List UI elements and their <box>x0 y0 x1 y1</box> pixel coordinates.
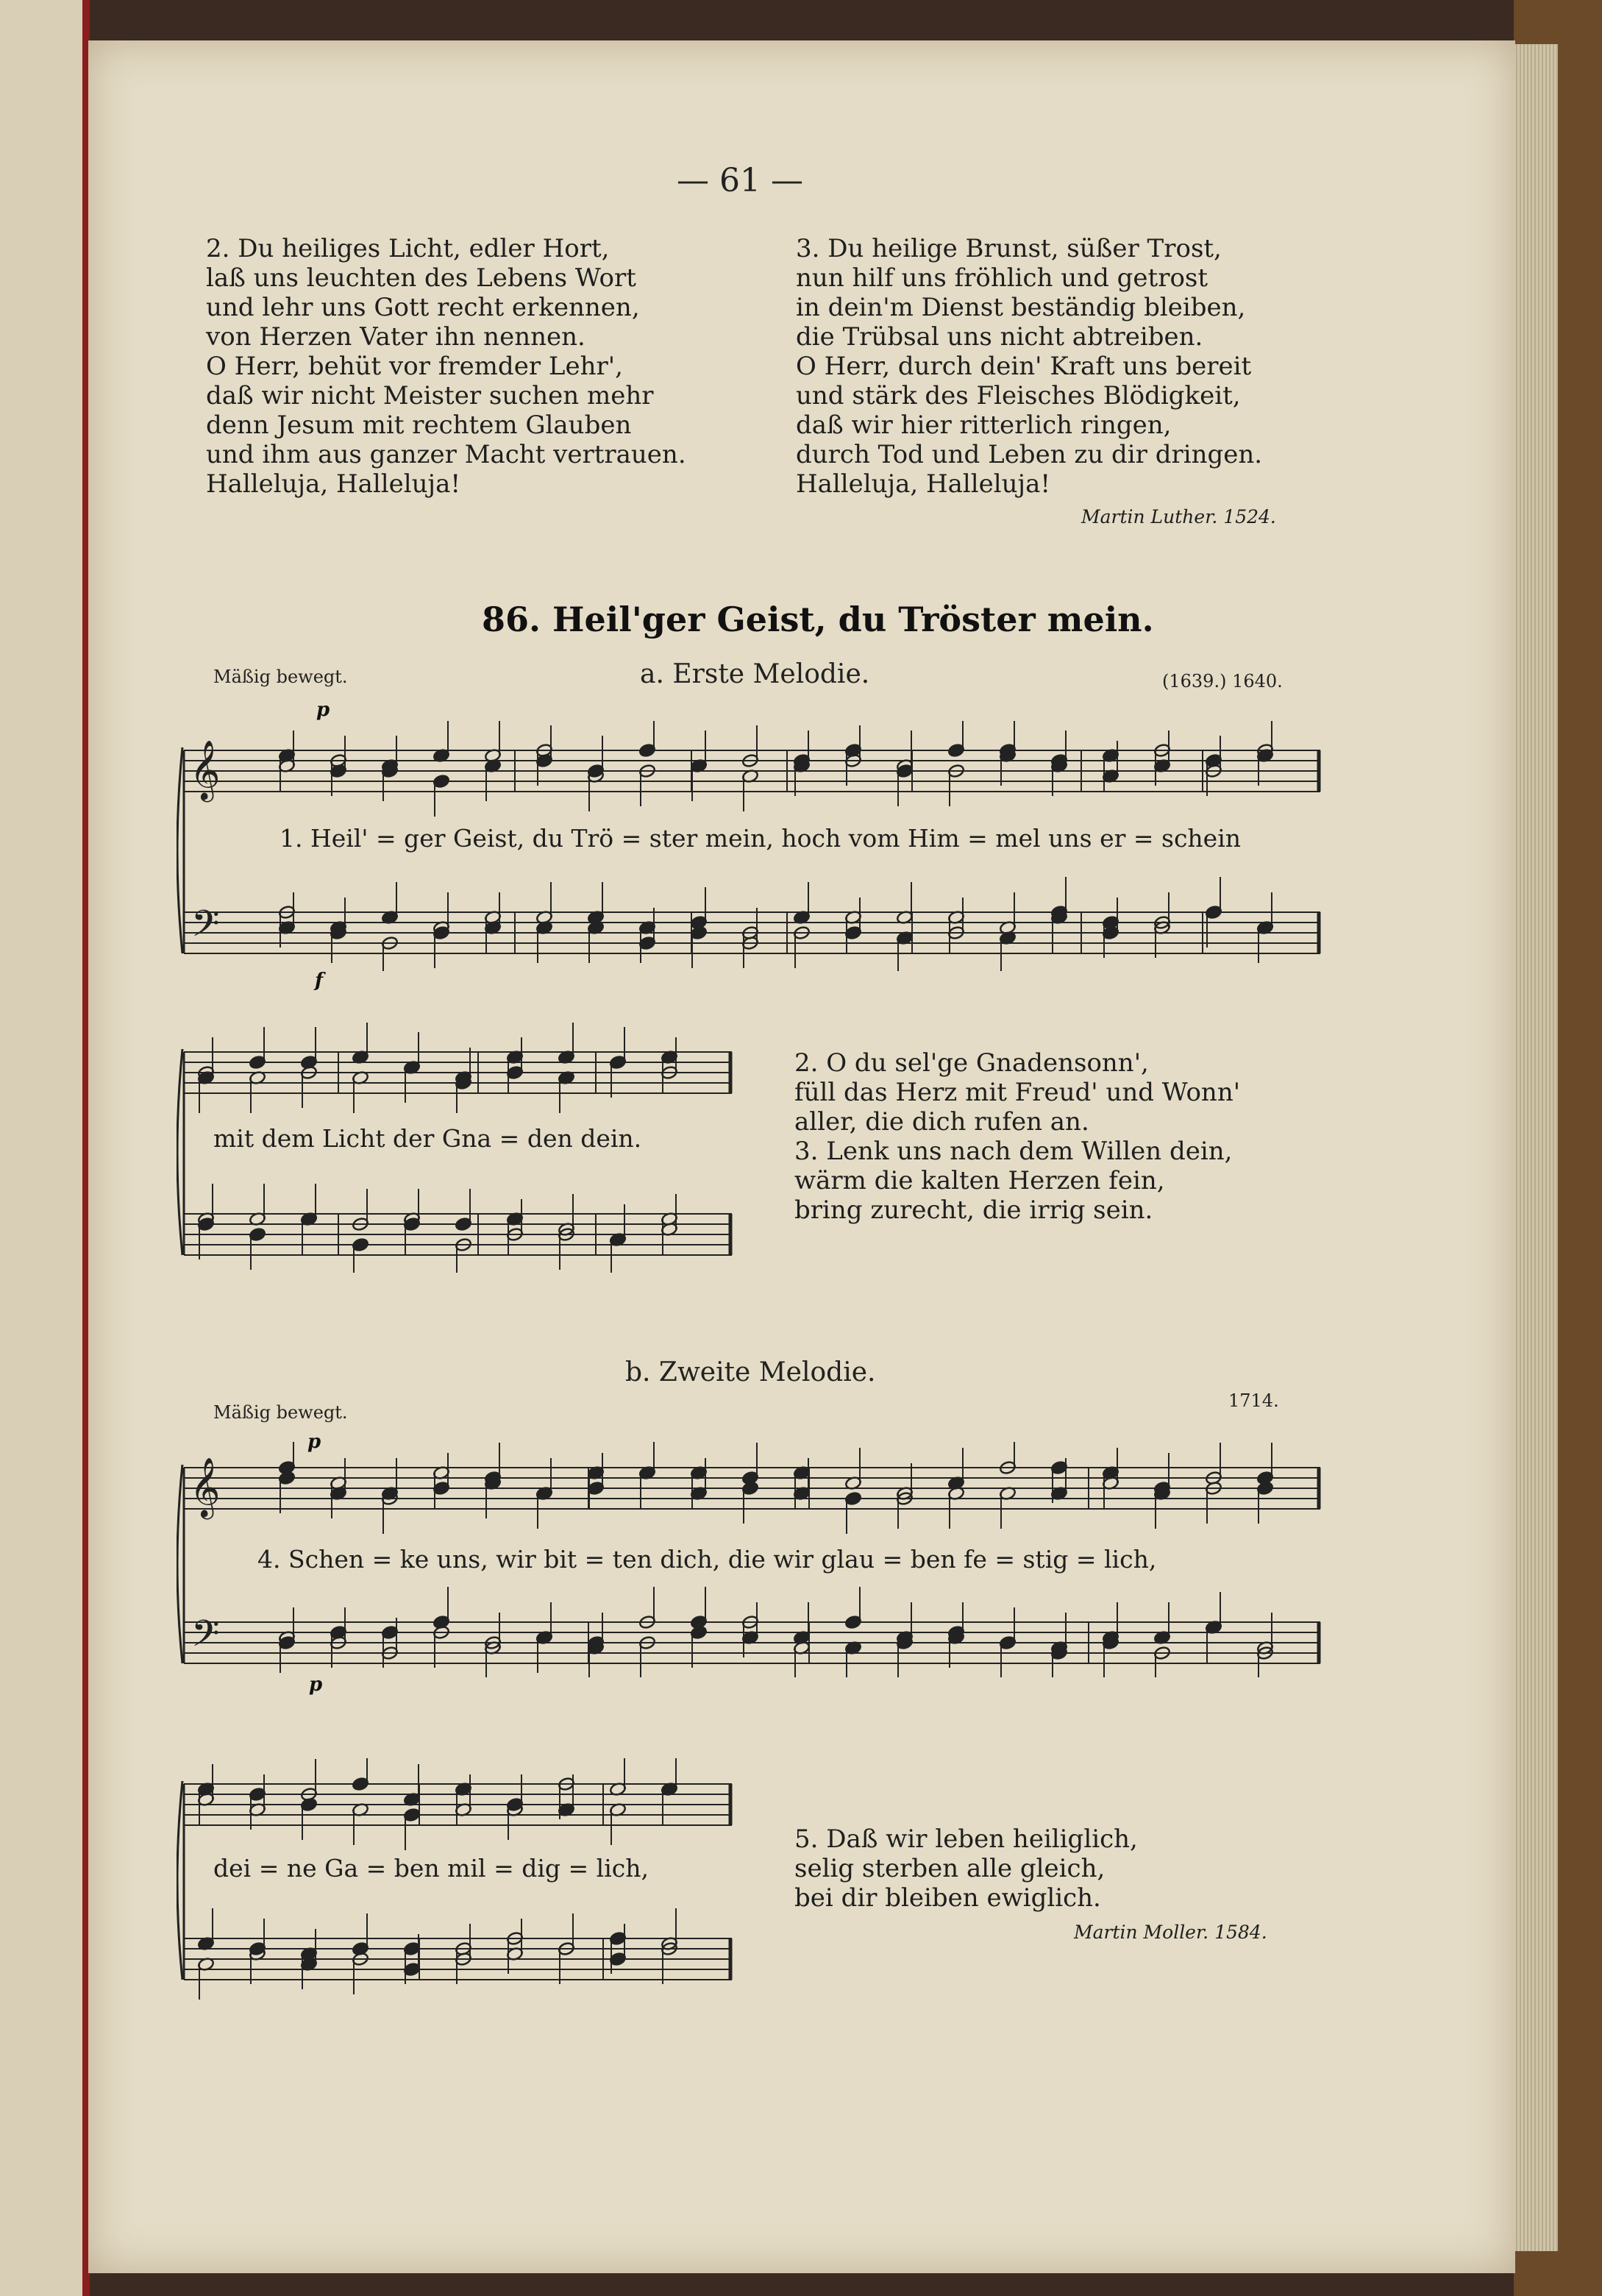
author-moller: Martin Moller. 1584. <box>1074 1922 1267 1943</box>
tempo-b: Mäßig bewegt. <box>213 1402 348 1423</box>
verse-5: 5. Daß wir leben heiliglich, selig sterben alle gleich, bei dir bleiben ewiglich. <box>794 1824 1138 1913</box>
lyrics-a-line-2: mit dem Licht der Gna = den dein. <box>213 1124 642 1153</box>
book-fore-edge <box>1514 0 1602 2296</box>
year-a: (1639.) 1640. <box>1162 671 1283 692</box>
dynamic-p-b1: p <box>307 1431 321 1453</box>
lyrics-b-line-1: 4. Schen = ke uns, wir bit = ten dich, die wir glau = ben fe = stig = lich, <box>257 1545 1157 1574</box>
svg-text:𝄞: 𝄞 <box>190 739 221 800</box>
page-number: — 61 — <box>677 162 803 199</box>
melody-a-label: a. Erste Melodie. <box>640 659 870 689</box>
dynamic-p-b2: p <box>309 1674 323 1696</box>
tempo-a: Mäßig bewegt. <box>213 667 348 687</box>
svg-text:𝄢: 𝄢 <box>191 1613 220 1664</box>
dynamic-p: p <box>316 699 330 721</box>
left-page-edge <box>0 0 88 2296</box>
lyrics-b-line-2: dei = ne Ga = ben mil = dig = lich, <box>213 1854 649 1883</box>
svg-text:𝄢: 𝄢 <box>191 903 220 954</box>
author-luther: Martin Luther. 1524. <box>1081 506 1276 527</box>
lyrics-a-line-1: 1. Heil' = ger Geist, du Trö = ster mein, hoch vom Him = mel uns er = schein <box>280 824 1242 853</box>
verse-2: 2. Du heiliges Licht, edler Hort, laß uns leuchten des Lebens Wort und lehr uns Gott recht erkennen, von Herzen Vater ihn nennen. O Herr, behüt vor fremder Lehr', daß wir nicht Meister suchen mehr denn Jesum mit rechtem Glauben und ihm aus ganzer Macht vertrauen. Halleluja, Halleluja! <box>206 234 686 499</box>
svg-text:𝄞: 𝄞 <box>190 1457 221 1517</box>
hymn-title: 86. Heil'ger Geist, du Tröster mein. <box>482 600 1154 639</box>
dynamic-f: f <box>315 970 324 992</box>
year-b: 1714. <box>1228 1390 1279 1411</box>
verse-3: 3. Du heilige Brunst, süßer Trost, nun hilf uns fröhlich und getrost in dein'm Dienst beständig bleiben, die Trübsal uns nicht abtreiben. O Herr, durch dein' Kraft uns bereit und stärk des Fleisches Blödigkeit, daß wir hier ritterlich ringen, durch Tod und Leben zu dir dringen. Halleluja, Halleluja! <box>796 234 1263 499</box>
melody-b-label: b. Zweite Melodie. <box>625 1357 876 1387</box>
verses-2-3: 2. O du sel'ge Gnadensonn', füll das Herz mit Freud' und Wonn' aller, die dich rufen an. 3. Lenk uns nach dem Willen dein, wärm die kalten Herzen fein, bring zurecht, die irrig sein. <box>794 1048 1241 1225</box>
score-b-system-2 <box>177 1758 736 2008</box>
